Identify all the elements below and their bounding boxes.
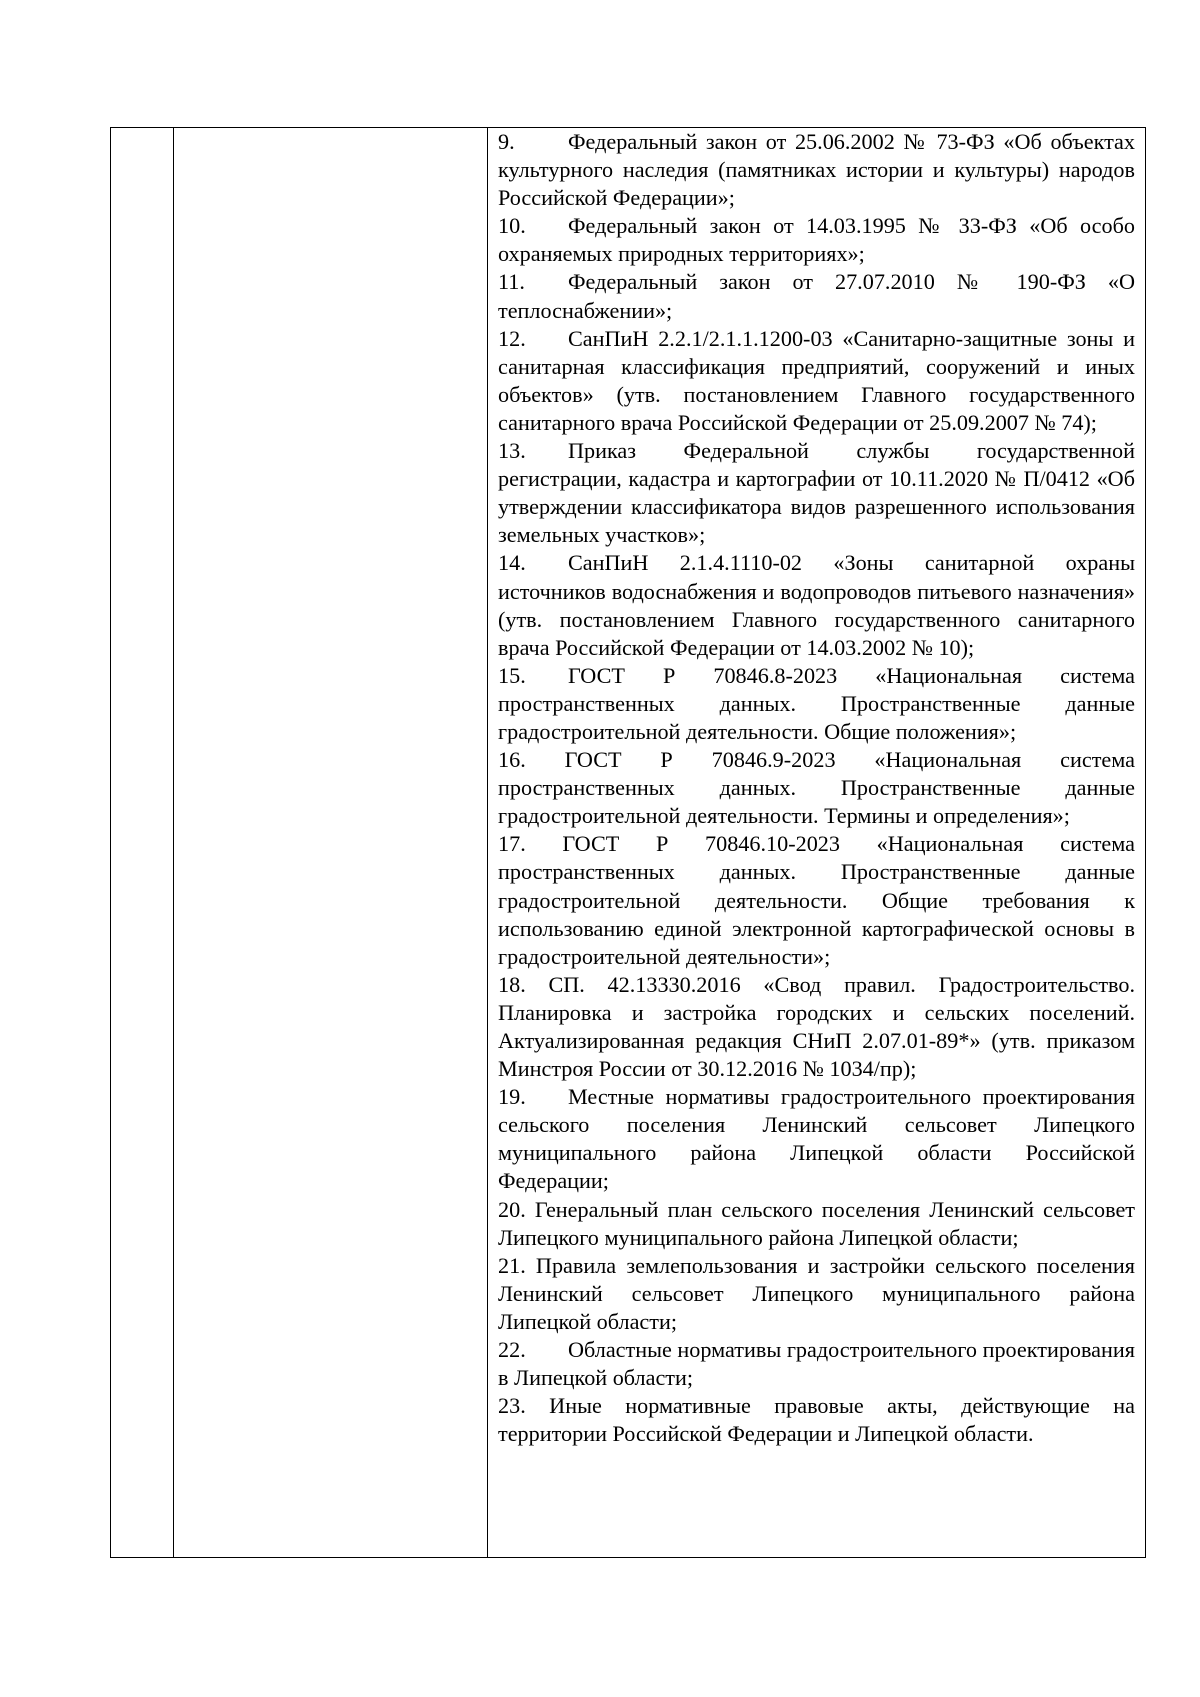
item-text: СанПиН 2.1.4.1110-02 «Зоны санитарной охраны источников водоснабжения и водопроводов питьевого назначения» (утв. постановлением Главного государственного санитарного врача Российской Федерации от 14.03.2002 № 10); — [498, 550, 1135, 660]
item-number: 13. — [498, 438, 526, 464]
item-text: Приказ Федеральной службы государственной регистрации, кадастра и картографии от 10.11.2020 № П/0412 «Об утверждении классификатора видов разрешенного использования земельных участков»; — [498, 438, 1135, 548]
list-item — [498, 662, 1135, 746]
item-number: 23. — [498, 1393, 526, 1419]
item-text: Местные нормативы градостроительного проектирования сельского поселения Ленинский сельсовет Липецкого муниципального района Липецкой области Российской Федерации; — [498, 1084, 1135, 1194]
item-text: ГОСТ Р 70846.10-2023 «Национальная система пространственных данных. Пространственные данные градостроительной деятельности. Общие требования к использованию единой электронной картографической основы в градостроительной деятельности»; — [498, 831, 1135, 969]
item-text: ГОСТ Р 70846.9-2023 «Национальная система пространственных данных. Пространственные данные градостроительной деятельности. Термины и определения»; — [498, 747, 1135, 829]
item-number: 12. — [498, 325, 526, 351]
item-text: СП. 42.13330.2016 «Свод правил. Градостроительство. Планировка и застройка городских и сельских поселений. Актуализированная редакция СНиП 2.07.01-89*» (утв. приказом Минстроя России от 30.12.2016 № 1034/пр); — [498, 971, 1135, 1082]
list-item — [498, 1392, 1135, 1448]
item-text: Областные нормативы градостроительного проектирования в Липецкой области; — [498, 1337, 1135, 1391]
item-text: Федеральный закон от 14.03.1995 № 33-ФЗ «Об особо охраняемых природных территориях»; — [498, 213, 1135, 267]
item-number: 19. — [498, 1084, 526, 1110]
item-number: 15. — [498, 662, 526, 688]
table-cell-title — [174, 128, 487, 1557]
item-text: СанПиН 2.2.1/2.1.1.1200-03 «Санитарно-защитные зоны и санитарная классификация предприятий, сооружений и иных объектов» (утв. постановлением Главного государственного санитарного врача Российской Федерации от 25.09.2007 № 74); — [498, 325, 1135, 435]
item-text: Иные нормативные правовые акты, действующие на территории Российской Федерации и Липецкой области. — [498, 1393, 1135, 1447]
legal-acts-list — [498, 128, 1135, 1448]
list-item — [498, 1083, 1135, 1195]
list-item — [498, 549, 1135, 661]
column-divider — [487, 128, 488, 1557]
item-number: 10. — [498, 213, 526, 239]
item-number: 11. — [498, 269, 525, 295]
item-number: 22. — [498, 1337, 526, 1363]
list-item — [498, 1336, 1135, 1392]
item-text: Федеральный закон от 27.07.2010 № 190-ФЗ «О теплоснабжении»; — [498, 269, 1135, 323]
table-cell-content — [498, 128, 1135, 1448]
item-number: 21. — [498, 1252, 526, 1278]
item-text: ГОСТ Р 70846.8-2023 «Национальная система пространственных данных. Пространственные данные градостроительной деятельности. Общие положения»; — [498, 662, 1135, 744]
item-number: 16. — [498, 747, 526, 773]
list-item — [498, 1252, 1135, 1336]
item-text: Правила землепользования и застройки сельского поселения Ленинский сельсовет Липецкого муниципального района Липецкой области; — [498, 1252, 1136, 1334]
item-number: 20. — [498, 1196, 526, 1222]
document-table — [110, 127, 1146, 1558]
item-text: Генеральный план сельского поселения Ленинский сельсовет Липецкого муниципального района Липецкой области; — [498, 1196, 1136, 1250]
list-item — [498, 830, 1135, 970]
list-item — [498, 746, 1135, 830]
list-item — [498, 971, 1135, 1083]
item-text: Федеральный закон от 25.06.2002 № 73-ФЗ «Об объектах культурного наследия (памятниках истории и культуры) народов Российской Федерации»; — [498, 129, 1135, 211]
item-number: 9. — [498, 129, 515, 154]
list-item — [498, 128, 1135, 212]
list-item — [498, 1196, 1135, 1252]
list-item — [498, 268, 1135, 324]
table-cell-number — [111, 128, 173, 1557]
list-item — [498, 212, 1135, 268]
item-number: 17. — [498, 831, 526, 857]
item-number: 18. — [498, 971, 526, 997]
list-item — [498, 437, 1135, 549]
list-item — [498, 325, 1135, 437]
item-number: 14. — [498, 550, 526, 576]
